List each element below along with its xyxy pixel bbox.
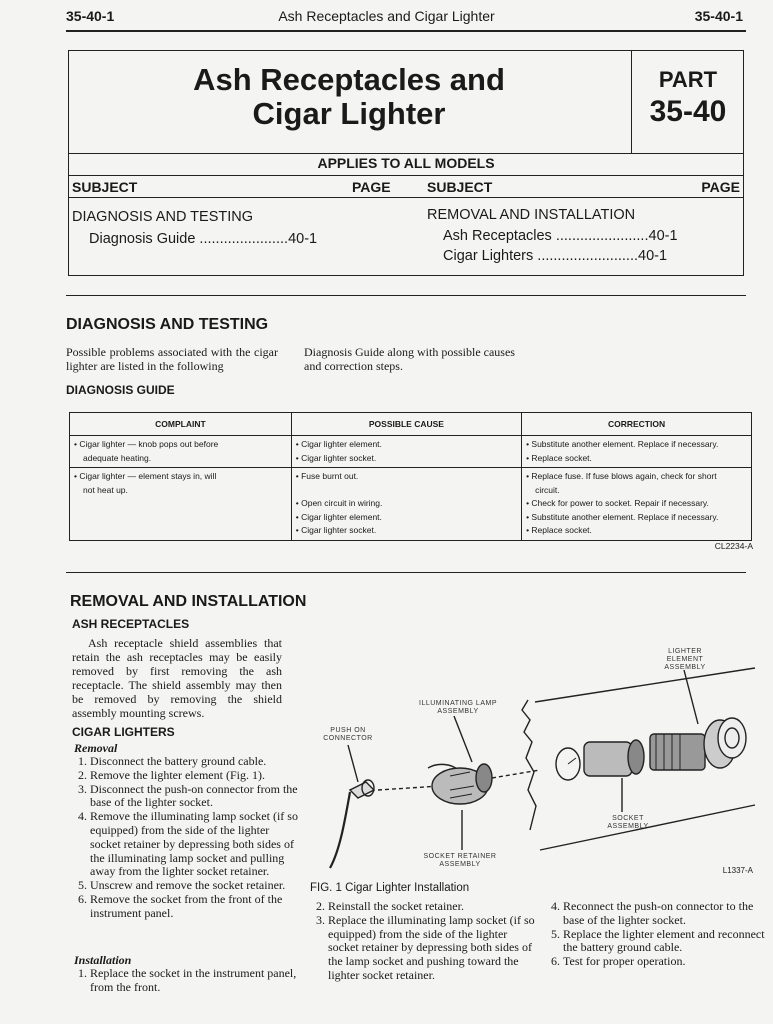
section-heading: REMOVAL AND INSTALLATION	[70, 593, 307, 610]
section-rule	[66, 295, 746, 296]
label-socket: SOCKET ASSEMBLY	[607, 815, 649, 830]
figure-code: L1337-A	[722, 866, 753, 875]
step: 1. Replace the socket in the instrument panel, from the front.	[90, 967, 302, 995]
col-subject-left: SUBJECT	[72, 179, 138, 195]
ash-text: Ash receptacle shield assemblies that retain the ash receptacles may be easily removed by first removing the ash receptacle. The shield assembly may then be removed by removing the shield assembly mounting screws.	[72, 636, 282, 720]
step: 5. Replace the lighter element and reconnect the battery ground cable.	[563, 928, 773, 956]
cause: • Cigar lighter socket.	[295, 525, 377, 535]
label-connector: PUSH ON CONNECTOR	[323, 727, 373, 742]
diagnosis-table	[69, 412, 752, 541]
cause: • Cigar lighter socket.	[295, 452, 377, 463]
correction: • Replace socket.	[526, 452, 592, 463]
cause: • Cigar lighter element.	[295, 439, 382, 449]
intro-text-left: Possible problems associated with the cigar lighter are listed in the following	[66, 345, 278, 373]
correction: • Replace socket.	[526, 525, 592, 535]
section-heading: DIAGNOSIS AND TESTING	[66, 316, 269, 333]
toc-entry[interactable]: Ash Receptacles .......................40-1	[443, 228, 678, 244]
correction: • Replace fuse. If fuse blows again, check for short circuit.	[526, 471, 717, 495]
step: 6. Test for proper operation.	[563, 955, 773, 969]
figure-caption: FIG. 1 Cigar Lighter Installation	[310, 882, 470, 894]
correction: • Substitute another element. Replace if necessary.	[526, 439, 719, 449]
subsection-heading: CIGAR LIGHTERS	[72, 725, 175, 739]
page-number-right: 35-40-1	[694, 8, 743, 24]
divider	[69, 197, 743, 198]
subsection-heading: ASH RECEPTACLES	[72, 617, 190, 631]
toc-entry[interactable]: REMOVAL AND INSTALLATION	[427, 207, 636, 223]
part-badge	[631, 51, 744, 153]
installation-label: Installation	[74, 953, 132, 967]
step: 4. Remove the illuminating lamp socket (if so equipped) from the side of the lighter socket retainer by depressing both sides of the illuminating lamp socket and pulling away from the lighter socket retainer.	[90, 810, 302, 879]
divider	[69, 175, 743, 176]
step: 4. Reconnect the push-on connector to the base of the lighter socket.	[563, 900, 773, 928]
toc-entry[interactable]: Diagnosis Guide ......................40-1	[89, 231, 318, 247]
table-header: CORRECTION	[522, 413, 752, 436]
page-number-left: 35-40-1	[66, 8, 115, 24]
table-code: CL2234-A	[714, 541, 753, 551]
col-page-right: PAGE	[701, 179, 740, 195]
label-retainer: SOCKET RETAINER ASSEMBLY	[423, 853, 497, 868]
cause: • Cigar lighter element.	[295, 511, 382, 522]
toc-entry[interactable]: Cigar Lighters .........................40-1	[443, 248, 668, 264]
cigar-lighter-illustration	[300, 640, 760, 880]
install-steps	[72, 967, 302, 995]
part-title: Ash Receptacles and Cigar Lighter	[193, 62, 505, 131]
step: 3. Replace the illuminating lamp socket (if so equipped) from the side of the lighter socket retainer by depressing both sides of the lamp socket and pushing toward the lighter socket retainer.	[328, 914, 540, 983]
complaint: • Cigar lighter — knob pops out before adequate heating.	[74, 439, 219, 463]
part-label: PART	[658, 67, 718, 92]
install-steps-b	[545, 900, 773, 969]
correction: • Check for power to socket. Repair if necessary.	[526, 498, 709, 508]
label-lamp: ILLUMINATING LAMP ASSEMBLY	[419, 700, 497, 715]
contents-box	[68, 50, 744, 276]
table-row	[70, 436, 752, 468]
part-number: 35-40	[649, 95, 727, 128]
col-page-left: PAGE	[352, 179, 391, 195]
step: 2. Remove the lighter element (Fig. 1).	[90, 769, 302, 783]
subsection-heading: DIAGNOSIS GUIDE	[66, 383, 175, 397]
cause: • Fuse burnt out.	[295, 471, 359, 481]
divider	[69, 153, 743, 154]
label-lighter-element: LIGHTER ELEMENT ASSEMBLY	[664, 648, 706, 671]
step: 2. Reinstall the socket retainer.	[328, 900, 540, 914]
cause-spacer	[296, 484, 517, 498]
applies-to: APPLIES TO ALL MODELS	[317, 155, 495, 171]
section-rule	[66, 572, 746, 573]
step: 1. Disconnect the battery ground cable.	[90, 755, 302, 769]
cause: • Open circuit in wiring.	[295, 498, 383, 508]
step: 6. Remove the socket from the front of the instrument panel.	[90, 893, 302, 921]
step: 3. Disconnect the push-on connector from the base of the lighter socket.	[90, 783, 302, 811]
step: 5. Unscrew and remove the socket retainer.	[90, 879, 302, 893]
header-rule	[66, 30, 746, 32]
running-title: Ash Receptacles and Cigar Lighter	[278, 8, 495, 24]
toc-entry[interactable]: DIAGNOSIS AND TESTING	[72, 209, 254, 225]
correction: • Substitute another element. Replace if necessary.	[526, 511, 719, 522]
table-header: COMPLAINT	[70, 413, 292, 436]
intro-text-right: Diagnosis Guide along with possible causes and correction steps.	[304, 345, 515, 373]
removal-label: Removal	[74, 741, 118, 755]
table-row	[70, 468, 752, 541]
table-header: POSSIBLE CAUSE	[291, 413, 521, 436]
col-subject-right: SUBJECT	[427, 179, 493, 195]
removal-steps	[72, 755, 302, 921]
install-steps-cont	[310, 900, 540, 983]
complaint: • Cigar lighter — element stays in, will not heat up.	[74, 471, 217, 495]
